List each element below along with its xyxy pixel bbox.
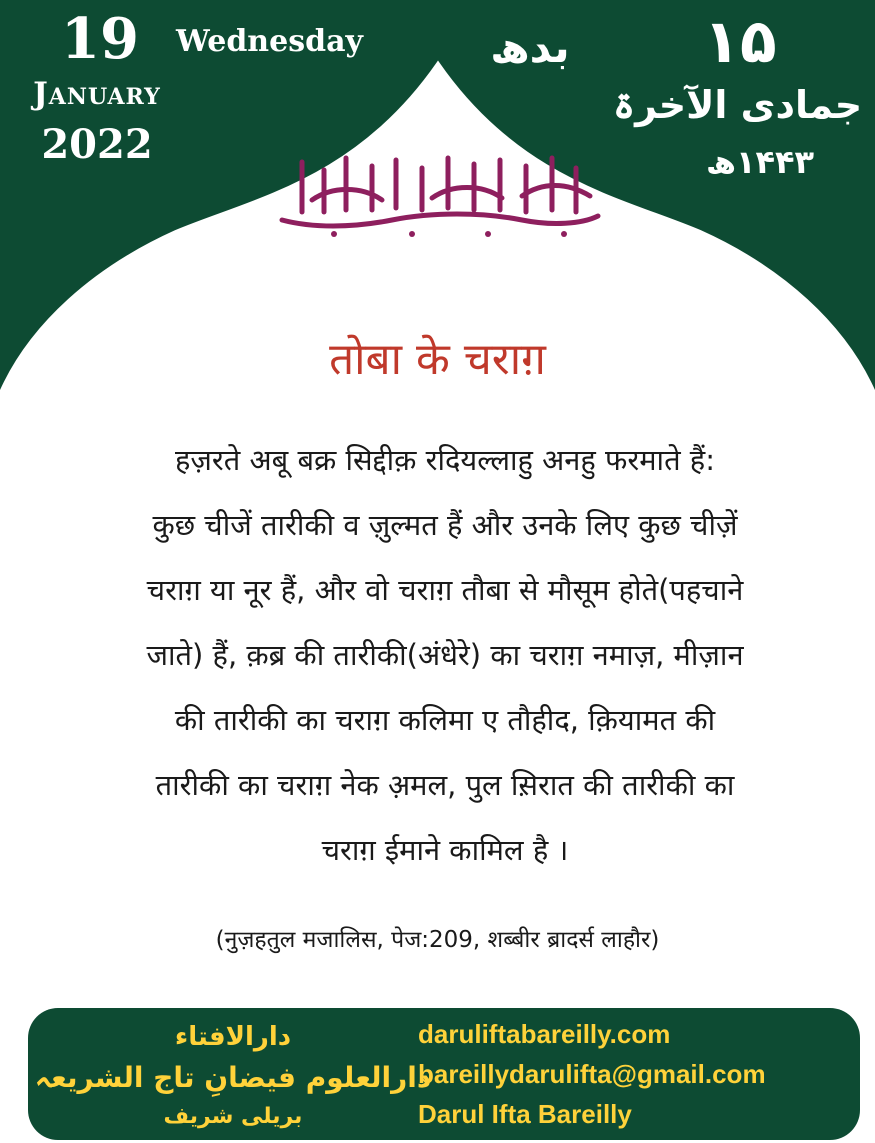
- weekday-english: Wednesday: [176, 24, 363, 59]
- body-line: तारीकी का चराग़ नेक अ़मल, पुल स़िरात की तारीकी का: [155, 768, 735, 802]
- footer-banner: [28, 1008, 860, 1140]
- article-body: [50, 428, 840, 883]
- footer-urdu-line-3: بریلی شریف: [163, 1104, 303, 1129]
- body-line: की तारीकी का चराग़ कलिमा ए तौहीद, क़ियामत की: [174, 703, 716, 737]
- body-line: चराग़ या नूर हैं, और वो चराग़ तौबा से मौसूम होते(पहचाने: [146, 573, 744, 607]
- footer-website: daruliftabareilly.com: [418, 1019, 671, 1049]
- gregorian-month: January: [33, 76, 161, 112]
- body-line: कुछ चीजें तारीकी व ज़ुल्मत हैं और उनके लिए कुछ चीज़ें: [152, 508, 738, 542]
- body-line: चराग़ ईमाने कामिल है ।: [321, 833, 569, 867]
- body-line: जाते) हैं, क़ब्र की तारीकी(अंधेरे) का चराग़ नमाज़, मीज़ान: [146, 638, 744, 672]
- footer-contact-block: [418, 1014, 858, 1134]
- hijri-year: ۱۴۴۳ھ: [705, 143, 815, 181]
- citation: (नुज़हतुल मजालिस, पेज:209, शब्बीर ब्रादर्स लाहौर): [215, 927, 660, 953]
- weekday-urdu: بدھ: [490, 23, 570, 72]
- hijri-day: ۱۵: [703, 7, 777, 77]
- gregorian-year: 2022: [41, 121, 153, 168]
- footer-urdu-line-1: دارالافتاء: [174, 1022, 292, 1052]
- article-title: तोबा के चराग़: [329, 334, 546, 385]
- body-line: हज़रते अबू बक्र सिद्दीक़ रदियल्लाहु अनहु फरमाते हैं:: [175, 443, 715, 477]
- footer-name: Darul Ifta Bareilly: [418, 1099, 632, 1129]
- footer-email: bareillydarulifta@gmail.com: [418, 1059, 766, 1089]
- footer-urdu-block: [28, 1018, 438, 1134]
- calligraphy-icon: [272, 150, 606, 240]
- hijri-month: جمادی الآخرۃ: [612, 83, 863, 127]
- gregorian-day: 19: [61, 6, 139, 72]
- footer-urdu-line-2: دارالعلوم فیضانِ تاج الشریعہ: [34, 1061, 432, 1094]
